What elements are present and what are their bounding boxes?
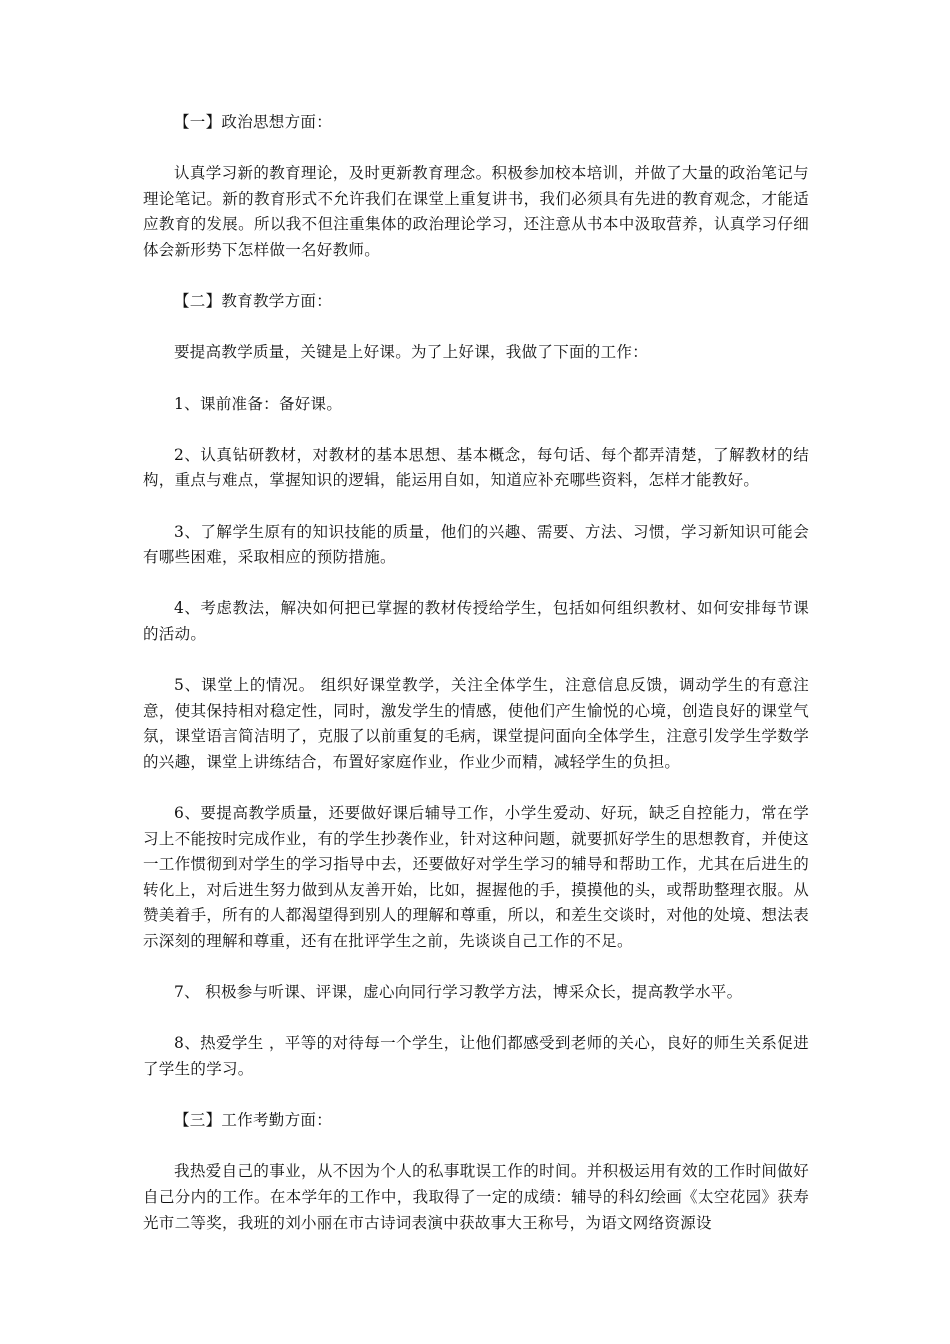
paragraph-item-3: 3、了解学生原有的知识技能的质量，他们的兴趣、需要、方法、习惯，学习新知识可能会有哪些困难，采取相应的预防措施。 (143, 522, 809, 567)
paragraph-item-6: 6、要提高教学质量，还要做好课后辅导工作，小学生爱动、好玩，缺乏自控能力，常在学习上不能按时完成作业，有的学生抄袭作业，针对这种问题，就要抓好学生的思想教育，并使这一工作惯彻到对学生的学习指导中去，还要做好对学生学习的辅导和帮助工作，尤其在后进生的转化上，对后进生努力做到从友善开始，比如，握握他的手，摸摸他的头，或帮助整理衣服。从赞美着手，所有的人都渴望得到别人的理解和尊重，所以，和差生交谈时，对他的处境、想法表示深刻的理解和尊重，还有在批评学生之前，先谈谈自己工作的不足。 (143, 804, 809, 950)
paragraph-item-2: 2、认真钻研教材，对教材的基本思想、基本概念，每句话、每个都弄清楚，了解教材的结构，重点与难点，掌握知识的逻辑，能运用自如，知道应补充哪些资料，怎样才能教好。 (143, 445, 809, 490)
paragraph-item-7: 7、 积极参与听课、评课，虚心向同行学习教学方法，博采众长，提高教学水平。 (174, 983, 743, 1002)
paragraph-attendance: 我热爱自己的事业，从不因为个人的私事耽误工作的时间。并积极运用有效的工作时间做好自己分内的工作。在本学年的工作中，我取得了一定的成绩：辅导的科幻绘画《太空花园》获寿光市二等奖，我班的刘小丽在市古诗词表演中获故事大王称号，为语文网络资源设 (143, 1162, 809, 1232)
paragraph-item-4: 4、考虑教法，解决如何把已掌握的教材传授给学生，包括如何组织教材、如何安排每节课的活动。 (143, 599, 809, 643)
paragraph-item-8: 8、热爱学生 ，平等的对待每一个学生，让他们都感受到老师的关心，良好的师生关系促进了学生的学习。 (143, 1034, 809, 1078)
paragraph-teaching-intro: 要提高教学质量，关键是上好课。为了上好课，我做了下面的工作： (174, 343, 649, 362)
section-heading-politics: 【一】政治思想方面： (174, 113, 333, 131)
paragraph-item-5: 5、课堂上的情况。 组织好课堂教学，关注全体学生，注意信息反馈，调动学生的有意注意，使其保持相对稳定性，同时，激发学生的情感，使他们产生愉悦的心境，创造良好的课堂气氛，课堂语言简洁明了，克服了以前重复的毛病，课堂提问面向全体学生，注意引发学生学数学的兴趣，课堂上讲练结合，布置好家庭作业，作业少而精，减轻学生的负担。 (143, 676, 809, 771)
section-heading-attendance: 【三】工作考勤方面： (174, 1111, 333, 1130)
paragraph-item-1: 1、课前准备：备好课。 (174, 394, 343, 413)
document-body (143, 110, 809, 1262)
section-heading-teaching: 【二】教育教学方面： (174, 292, 333, 311)
paragraph-politics-study: 认真学习新的教育理论，及时更新教育理念。积极参加校本培训，并做了大量的政治笔记与理论笔记。新的教育形式不允许我们在课堂上重复讲书，我们必须具有先进的教育观念，才能适应教育的发展。所以我不但注重集体的政治理论学习，还注意从书本中汲取营养，认真学习仔细体会新形势下怎样做一名好教师。 (143, 164, 809, 259)
